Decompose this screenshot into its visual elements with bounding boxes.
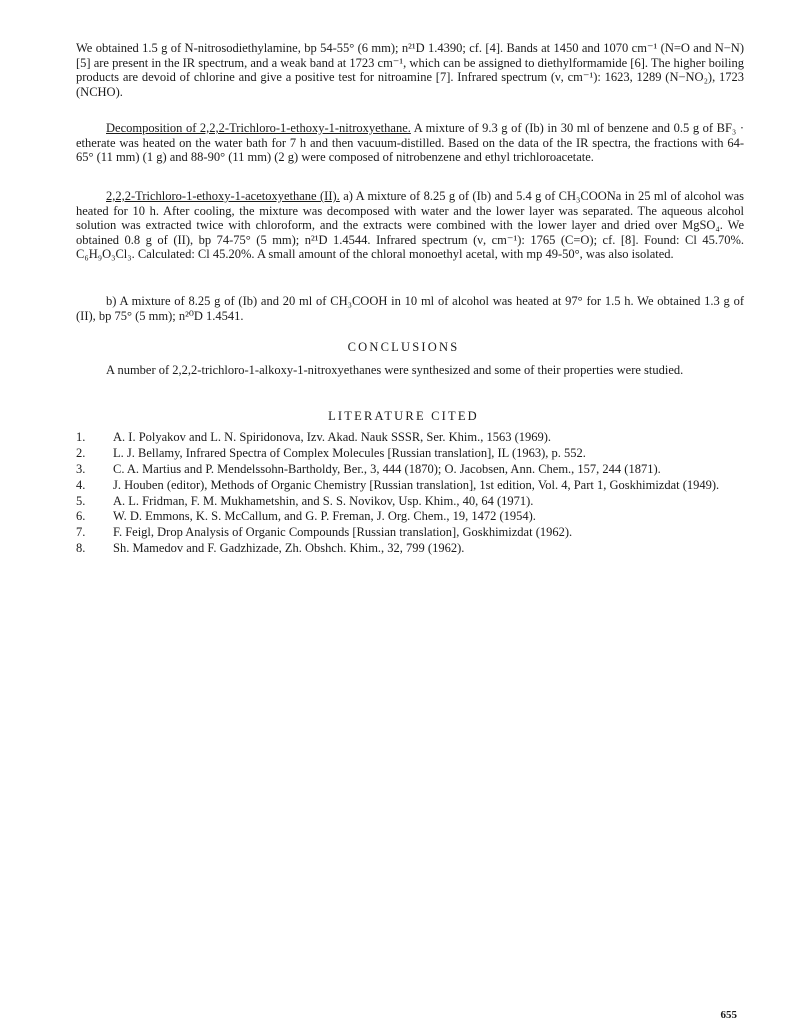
paragraph-nitrosodiethylamine: We obtained 1.5 g of N-nitrosodiethylamine, bp 54-55° (6 mm); n²¹D 1.4390; cf. [4]. Bands at 1450 and 1070 cm⁻¹ (N=O and N−N) [5] are present in the IR spectrum, and a weak band at 1723 cm⁻¹, which can be assigned to diethylformamide [6]. The higher boiling products are devoid of chlorine and give a positive test for nitroamine [7]. Infrared spectrum (ν, cm⁻¹): 1623, 1289 (N−NO₂), 1723 (NCHO). bbox=[76, 41, 744, 99]
reference-number: 5. bbox=[76, 493, 86, 508]
reference-item bbox=[76, 478, 744, 493]
section-heading-decomposition: Decomposition of 2,2,2-Trichloro-1-ethoxy-1-nitroxyethane. bbox=[106, 121, 411, 135]
paragraph-acetoxyethane bbox=[76, 189, 744, 262]
reference-text: L. J. Bellamy, Infrared Spectra of Complex Molecules [Russian translation], IL (1963), p. 552. bbox=[113, 445, 586, 460]
reference-number: 1. bbox=[76, 430, 86, 444]
reference-number: 3. bbox=[76, 461, 86, 476]
reference-text: A. L. Fridman, F. M. Mukhametshin, and S. S. Novikov, Usp. Khim., 40, 64 (1971). bbox=[113, 493, 534, 508]
reference-item bbox=[76, 430, 744, 445]
reference-text: J. Houben (editor), Methods of Organic Chemistry [Russian translation], 1st edition, Vol. 4, Part 1, Goskhimizdat (1949). bbox=[113, 477, 720, 492]
literature-heading: LITERATURE CITED bbox=[328, 409, 479, 423]
conclusions-text: A number of 2,2,2-trichloro-1-alkoxy-1-nitroxyethanes were synthesized and some of their properties were studied. bbox=[106, 363, 684, 377]
reference-item bbox=[76, 446, 744, 461]
reference-text: A. I. Polyakov and L. N. Spiridonova, Izv. Akad. Nauk SSSR, Ser. Khim., 1563 (1969). bbox=[113, 430, 552, 444]
reference-number: 7. bbox=[76, 525, 86, 540]
page-number: 655 bbox=[720, 1009, 737, 1021]
reference-text: F. Feigl, Drop Analysis of Organic Compounds [Russian translation], Goskhimizdat (1962). bbox=[113, 525, 573, 540]
reference-number: 8. bbox=[76, 541, 86, 556]
reference-text: C. A. Martius and P. Mendelssohn-Bartholdy, Ber., 3, 444 (1870); O. Jacobsen, Ann. Chem., 157, 244 (1871). bbox=[113, 461, 661, 476]
paragraph-acetoxyethane-body: a) A mixture of 8.25 g of (Ib) and 5.4 g of CH₃COONa in 25 ml of alcohol was heated for 10 h. After cooling, the mixture was decomposed with water and the lower layer was separated. The aqueous alcohol solution was extracted twice with chloroform, and the extracts were combined with the lower layer and dried over MgSO₄. We obtained 0.8 g of (II), bp 74-75° (5 mm); n²¹D 1.4544. Infrared spectrum (ν, cm⁻¹): 1765 (C=O); cf. [8]. Found: Cl 45.70%. C₆H₉O₃Cl₃. Calculated: Cl 45.20%. A small amount of the chloral monoethyl acetal, with mp 49-50°, was also isolated. bbox=[76, 189, 745, 262]
paragraph-decomposition bbox=[76, 121, 744, 165]
conclusions-heading: CONCLUSIONS bbox=[347, 340, 460, 354]
reference-item bbox=[76, 494, 744, 509]
section-heading-acetoxyethane: 2,2,2-Trichloro-1-ethoxy-1-acetoxyethane (II). bbox=[106, 189, 340, 203]
reference-number: 2. bbox=[76, 445, 86, 460]
reference-item bbox=[76, 525, 744, 540]
reference-number: 4. bbox=[76, 477, 86, 492]
reference-item bbox=[76, 462, 744, 477]
reference-list bbox=[76, 430, 744, 557]
paragraph-method-b: b) A mixture of 8.25 g of (Ib) and 20 ml of CH₃COOH in 10 ml of alcohol was heated at 97° for 1.5 h. We obtained 1.3 g of (II), bp 75° (5 mm); n²⁰D 1.4541. bbox=[76, 294, 744, 323]
reference-text: W. D. Emmons, K. S. McCallum, and G. P. Freman, J. Org. Chem., 19, 1472 (1954). bbox=[113, 509, 536, 524]
reference-text: Sh. Mamedov and F. Gadzhizade, Zh. Obshch. Khim., 32, 799 (1962). bbox=[113, 541, 465, 556]
paragraph-decomposition-body: A mixture of 9.3 g of (Ib) in 30 ml of benzene and 0.5 g of BF₃ · etherate was heated on the water bath for 7 h and then vacuum-distilled. Based on the data of the IR spectra, the fractions with 64-65° (11 mm) (1 g) and 88-90° (11 mm) (2 g) were composed of nitrobenzene and ethyl trichloroacetate. bbox=[76, 121, 744, 165]
reference-number: 6. bbox=[76, 509, 86, 524]
reference-item bbox=[76, 541, 744, 556]
reference-item bbox=[76, 509, 744, 524]
